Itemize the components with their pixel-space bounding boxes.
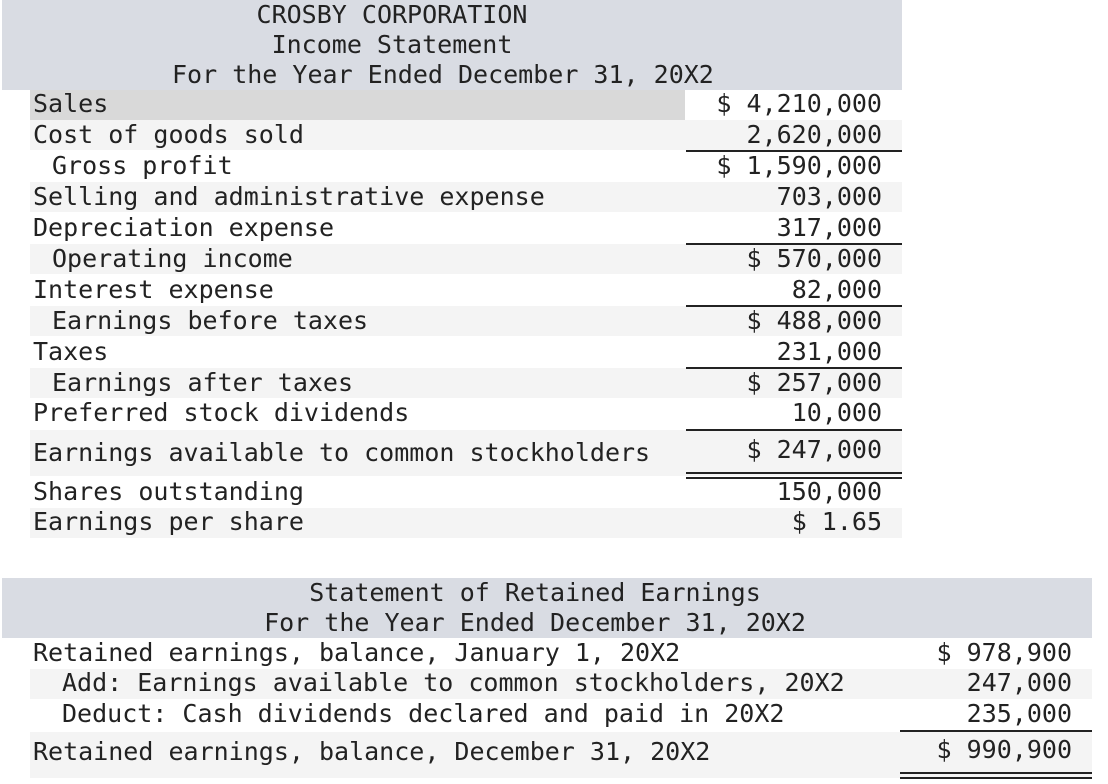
row-value: $ 488,000 xyxy=(746,306,882,335)
table-row xyxy=(0,213,900,243)
row-value: $ 570,000 xyxy=(746,244,882,273)
row-label: Retained earnings, balance, January 1, 20X2 xyxy=(33,638,681,667)
row-label: Interest expense xyxy=(33,275,274,304)
row-value: 703,000 xyxy=(776,182,882,211)
row-label: Cost of goods sold xyxy=(33,120,304,149)
statement-title: Statement of Retained Earnings xyxy=(309,578,761,607)
table-row xyxy=(0,398,900,428)
row-value: 247,000 xyxy=(966,668,1072,697)
table-row xyxy=(0,275,900,305)
row-label: Deduct: Cash dividends declared and paid in 20X2 xyxy=(62,699,785,728)
row-value: 235,000 xyxy=(966,699,1072,728)
row-label: Earnings available to common stockholders xyxy=(33,438,651,467)
double-underline xyxy=(686,472,902,479)
row-value: 82,000 xyxy=(791,275,882,304)
statement-period: For the Year Ended December 31, 20X2 xyxy=(264,608,806,637)
row-value: 150,000 xyxy=(776,477,882,506)
table-row xyxy=(0,507,900,537)
table-row xyxy=(0,668,1090,698)
row-value: 231,000 xyxy=(776,337,882,366)
table-row xyxy=(0,638,1090,668)
table-row xyxy=(0,435,900,468)
row-value: 2,620,000 xyxy=(746,120,882,149)
row-label: Add: Earnings available to common stockholders, 20X2 xyxy=(62,668,845,697)
row-value: $ 990,900 xyxy=(936,735,1072,764)
row-label: Depreciation expense xyxy=(33,213,335,242)
table-row xyxy=(0,306,900,336)
row-value: $ 1,590,000 xyxy=(716,151,882,180)
table-row xyxy=(0,182,900,212)
double-underline xyxy=(900,772,1092,779)
row-label: Earnings per share xyxy=(33,507,304,536)
underline xyxy=(686,367,902,369)
underline xyxy=(686,243,902,245)
table-row xyxy=(0,368,900,398)
row-label: Gross profit xyxy=(52,151,233,180)
row-label: Earnings before taxes xyxy=(52,306,369,335)
row-value: $ 1.65 xyxy=(791,507,882,536)
statement-title: Income Statement xyxy=(271,30,513,59)
table-row xyxy=(0,151,900,181)
underline xyxy=(686,305,902,307)
row-label: Shares outstanding xyxy=(33,477,304,506)
underline xyxy=(686,150,902,152)
row-value: $ 257,000 xyxy=(746,368,882,397)
row-value: $ 4,210,000 xyxy=(716,89,882,118)
company-name: CROSBY CORPORATION xyxy=(256,0,528,29)
row-label: Earnings after taxes xyxy=(52,368,354,397)
retained-earnings-header xyxy=(2,578,1092,638)
income-statement-header xyxy=(2,0,902,90)
row-label: Retained earnings, balance, December 31, 20X2 xyxy=(33,737,711,766)
table-row xyxy=(0,337,900,367)
statement-period: For the Year Ended December 31, 20X2 xyxy=(172,60,714,89)
table-row xyxy=(0,244,900,274)
table-row xyxy=(0,477,900,507)
row-value: 10,000 xyxy=(791,398,882,427)
table-row xyxy=(0,699,1090,729)
row-value: 317,000 xyxy=(776,213,882,242)
underline xyxy=(686,429,902,431)
row-label: Selling and administrative expense xyxy=(33,182,545,211)
table-row xyxy=(0,89,900,119)
table-row xyxy=(0,737,1090,767)
row-label: Sales xyxy=(33,89,109,118)
table-row xyxy=(0,120,900,150)
row-label: Preferred stock dividends xyxy=(33,398,410,427)
row-label: Operating income xyxy=(52,244,293,273)
row-value: $ 978,900 xyxy=(936,638,1072,667)
underline xyxy=(900,730,1092,732)
row-value: $ 247,000 xyxy=(746,435,882,464)
row-label: Taxes xyxy=(33,337,109,366)
